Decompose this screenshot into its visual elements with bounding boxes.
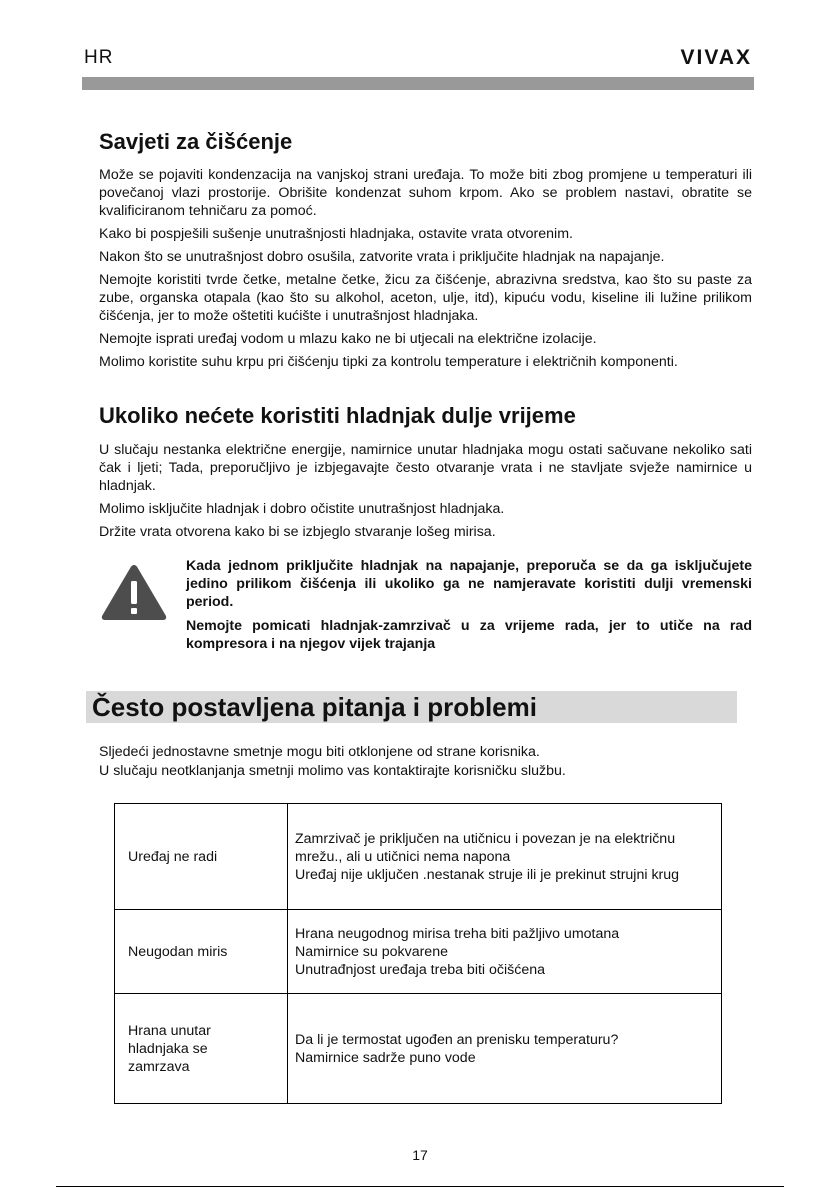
header-divider-bar <box>82 77 754 90</box>
footer-rule <box>56 1186 784 1187</box>
longterm-title: Ukoliko nećete koristiti hladnjak dulje vrijeme <box>99 403 576 428</box>
table-row <box>115 994 722 1104</box>
problem-cell <box>115 994 288 1104</box>
cause-line: Hrana neugodnog mirisa treha biti pažljivo umotana <box>295 925 620 942</box>
brand-logo: VIVAX <box>680 46 752 69</box>
cause-line: Zamrzivač je priključen na utičnicu i povezan je na električnu mrežu., ali u utičnici nema napona <box>295 830 676 865</box>
longterm-section <box>99 441 752 546</box>
warning-notes <box>186 557 752 659</box>
table-row <box>115 910 722 994</box>
cleaning-paragraph: Nemojte isprati uređaj vodom u mlazu kako ne bi utjecali na električne izolacije. <box>99 331 597 347</box>
cleaning-paragraph: Molimo koristite suhu krpu pri čišćenju tipki za kontrolu temperature i električnih komponenti. <box>99 354 678 370</box>
problem-line: hladnjaka se <box>128 1040 208 1057</box>
problem-line: Hrana unutar <box>128 1022 211 1039</box>
problem-cell <box>115 804 288 910</box>
header-language: HR <box>84 47 114 68</box>
cause-line: Da li je termostat ugođen an prenisku temperaturu? <box>295 1031 619 1048</box>
cause-cell <box>288 804 722 910</box>
cause-cell <box>288 994 722 1104</box>
problem-cell <box>115 910 288 994</box>
warning-text: Kada jednom priključite hladnjak na napajanje, preporuča se da ga isključujete jedino prilikom čišćenja ili ukoliko ga ne namjeravate koristiti dulji vremenski period. <box>186 558 752 610</box>
problem-line: Uređaj ne radi <box>128 848 218 865</box>
cause-line: Namirnice su pokvarene <box>295 943 448 960</box>
cause-line: Namirnice sadrže puno vode <box>295 1049 476 1066</box>
cause-line: Unutrađnjost uređaja treba biti očišćena <box>295 961 546 978</box>
cause-line: Uređaj nije uključen .nestanak struje ili je prekinut strujni krug <box>295 866 680 883</box>
problem-line: zamrzava <box>128 1058 190 1075</box>
warning-text: Nemojte pomicati hladnjak-zamrzivač u za vrijeme rada, jer to utiče na rad kompresora i na njegov vijek trajanja <box>186 618 752 652</box>
cleaning-paragraph: Može se pojaviti kondenzacija na vanjskoj strani uređaja. To može biti zbog promjene u temperaturi ili povečanoj vlazi prostorije. Obrišite kondenzat suhom krpom. Ako se problem nastavi, obratite se kvalificiranom tehničaru za pomoć. <box>99 167 752 219</box>
troubleshooting-table <box>114 803 722 1104</box>
longterm-paragraph: U slučaju nestanka električne energije, namirnice unutar hladnjaka mogu ostati sačuvane nekoliko sati čak i ljeti; Tada, preporučljivo je izbjegavajte često otvaranje vrata i ne stavljate svježe namirnice u hladnjak. <box>99 442 752 494</box>
warning-triangle-icon <box>100 562 168 622</box>
page-number: 17 <box>412 1147 428 1163</box>
faq-intro <box>99 743 566 781</box>
faq-intro-line: U slučaju neotklanjanja smetnji molimo vas kontaktirajte korisničku službu. <box>99 763 566 779</box>
cause-cell <box>288 910 722 994</box>
longterm-paragraph: Držite vrata otvorena kako bi se izbjeglo stvaranje lošeg mirisa. <box>99 524 496 540</box>
problem-line: Neugodan miris <box>128 943 228 960</box>
cleaning-paragraph: Nakon što se unutrašnjost dobro osušila, zatvorite vrata i priključite hladnjak na napajanje. <box>99 249 665 265</box>
cleaning-section <box>99 166 752 376</box>
faq-intro-line: Sljedeći jednostavne smetnje mogu biti otklonjene od strane korisnika. <box>99 744 540 760</box>
faq-title: Često postavljena pitanja i problemi <box>92 692 537 722</box>
cleaning-paragraph: Nemojte koristiti tvrde četke, metalne četke, žicu za čišćenje, abrazivna sredstva, kao što su paste za zube, organska otapala (kao što su alkohol, aceton, ulje, itd), kipuću vodu, kiseline ili lužine prilikom čišćenja, jer to može oštetiti kućište i unutrašnjost hladnjaka. <box>99 272 752 324</box>
longterm-paragraph: Molimo isključite hladnjak i dobro očistite unutrašnjost hladnjaka. <box>99 501 505 517</box>
cleaning-paragraph: Kako bi pospješili sušenje unutrašnjosti hladnjaka, ostavite vrata otvorenim. <box>99 226 573 242</box>
cleaning-title: Savjeti za čišćenje <box>99 129 293 154</box>
table-row <box>115 804 722 910</box>
